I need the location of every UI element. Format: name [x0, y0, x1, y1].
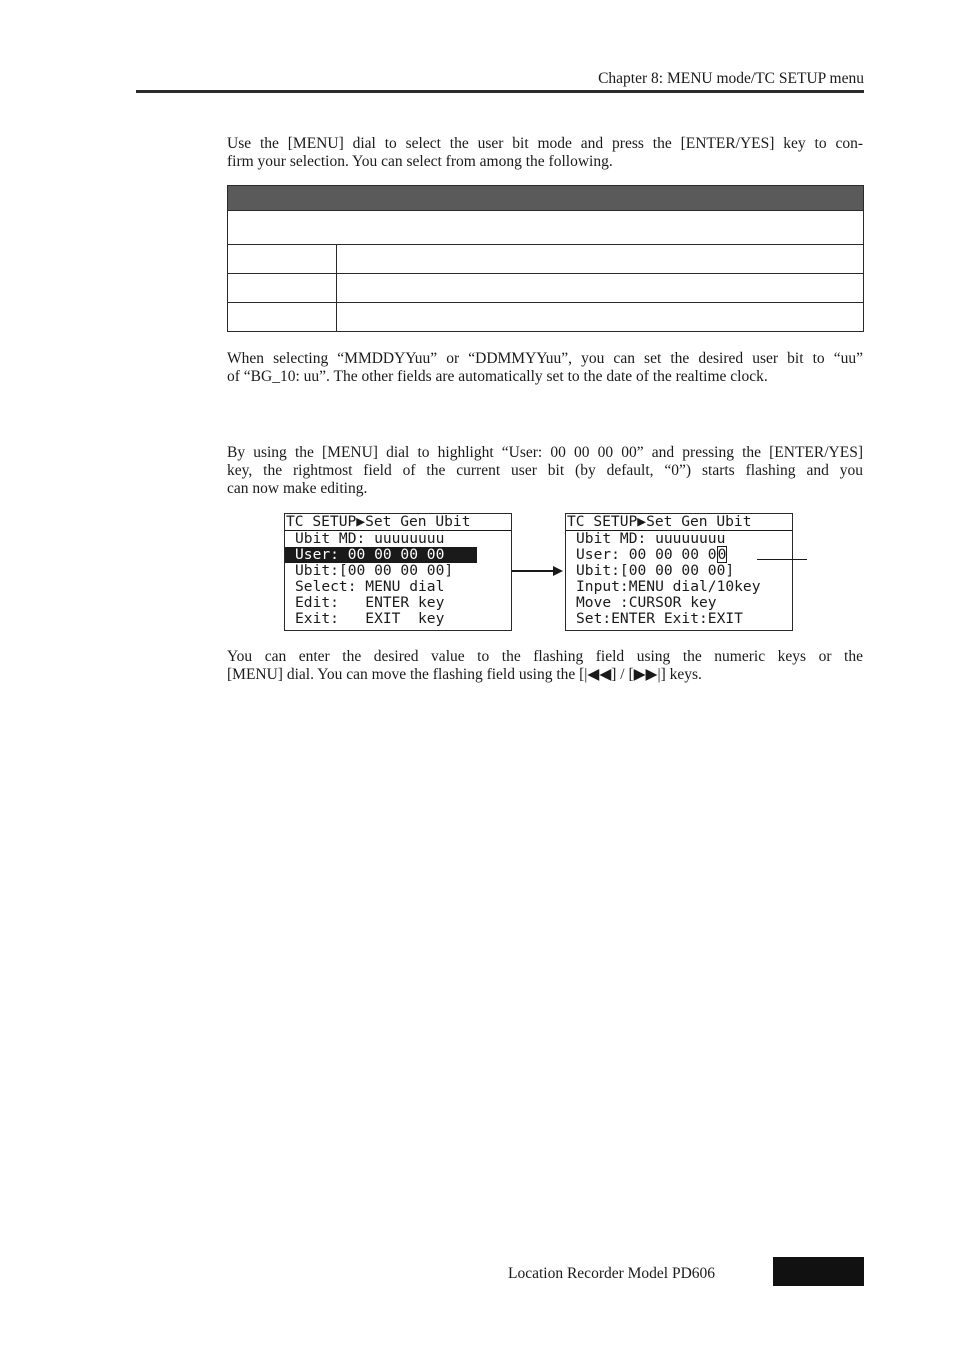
table-row: [228, 211, 864, 245]
lcd-line: Select: MENU dial: [295, 578, 445, 595]
lcd-line: Exit: EXIT key: [295, 610, 445, 627]
footer-model: Location Recorder Model PD606: [508, 1265, 716, 1282]
lcd-line: Input:MENU dial/10key: [576, 578, 761, 595]
final-line-1: You can enter the desired value to the flashing field using the numeric keys or the: [227, 648, 863, 665]
intro-paragraph: [227, 135, 863, 171]
edit-paragraph: [227, 444, 863, 498]
note-paragraph: [227, 350, 863, 386]
lcd-screen-before: [284, 513, 512, 631]
intro-line-2: firm your selection. You can select from among the following.: [227, 153, 613, 170]
table-cell: [228, 274, 337, 303]
table-header-row: [228, 186, 864, 211]
lcd-line: Ubit:[00 00 00 00]: [576, 562, 735, 579]
table-row: [228, 303, 864, 332]
lcd-line: Ubit MD: uuuuuuuu: [295, 530, 445, 547]
callout-line: [757, 559, 807, 560]
final-line-2: [MENU] dial. You can move the flashing field using the [|◀◀] / [▶▶|] keys.: [227, 666, 702, 683]
lcd-line: Ubit:[00 00 00 00]: [295, 562, 454, 579]
flashing-cursor: 0: [717, 546, 727, 563]
chapter-header: Chapter 8: MENU mode/TC SETUP menu: [598, 70, 864, 87]
lcd-screen-after: [565, 513, 793, 631]
header-rule: [136, 90, 864, 93]
lcd-user-prefix: User: 00 00 00 0: [576, 546, 717, 563]
table-row: [228, 245, 864, 274]
edit-line-2: key, the rightmost field of the current user bit (by default, “0”) starts flashing and you: [227, 462, 863, 479]
table-row: [228, 274, 864, 303]
lcd-line: Move :CURSOR key: [576, 594, 717, 611]
lcd-line: Edit: ENTER key: [295, 594, 445, 611]
lcd-line: Set:ENTER Exit:EXIT: [576, 610, 743, 627]
arrow-right-icon: [553, 566, 563, 576]
table-cell: [337, 303, 864, 332]
lcd-line: Ubit MD: uuuuuuuu: [576, 530, 726, 547]
lcd-title: TC SETUP▶Set Gen Ubit: [566, 514, 792, 531]
intro-line-1: Use the [MENU] dial to select the user bit mode and press the [ENTER/YES] key to con-: [227, 135, 863, 152]
table-cell: [228, 245, 337, 274]
user-bit-mode-table: [227, 185, 864, 332]
lcd-title: TC SETUP▶Set Gen Ubit: [285, 514, 511, 531]
edit-line-1: By using the [MENU] dial to highlight “User: 00 00 00 00” and pressing the [ENTER/YES]: [227, 444, 863, 461]
note-line-2: of “BG_10: uu”. The other fields are automatically set to the date of the realtime clock.: [227, 368, 768, 385]
table-cell: [228, 211, 864, 245]
final-paragraph: [227, 648, 863, 684]
page-number-box: [773, 1257, 864, 1286]
table-header-cell: [228, 186, 864, 211]
arrow-connector: [512, 570, 558, 572]
table-cell: [337, 245, 864, 274]
table-cell: [228, 303, 337, 332]
lcd-line-editing: [566, 547, 792, 563]
edit-line-3: can now make editing.: [227, 480, 368, 497]
lcd-line-highlighted: User: 00 00 00 00: [285, 547, 477, 563]
note-line-1: When selecting “MMDDYYuu” or “DDMMYYuu”, you can set the desired user bit to “uu”: [227, 350, 863, 367]
table-cell: [337, 274, 864, 303]
